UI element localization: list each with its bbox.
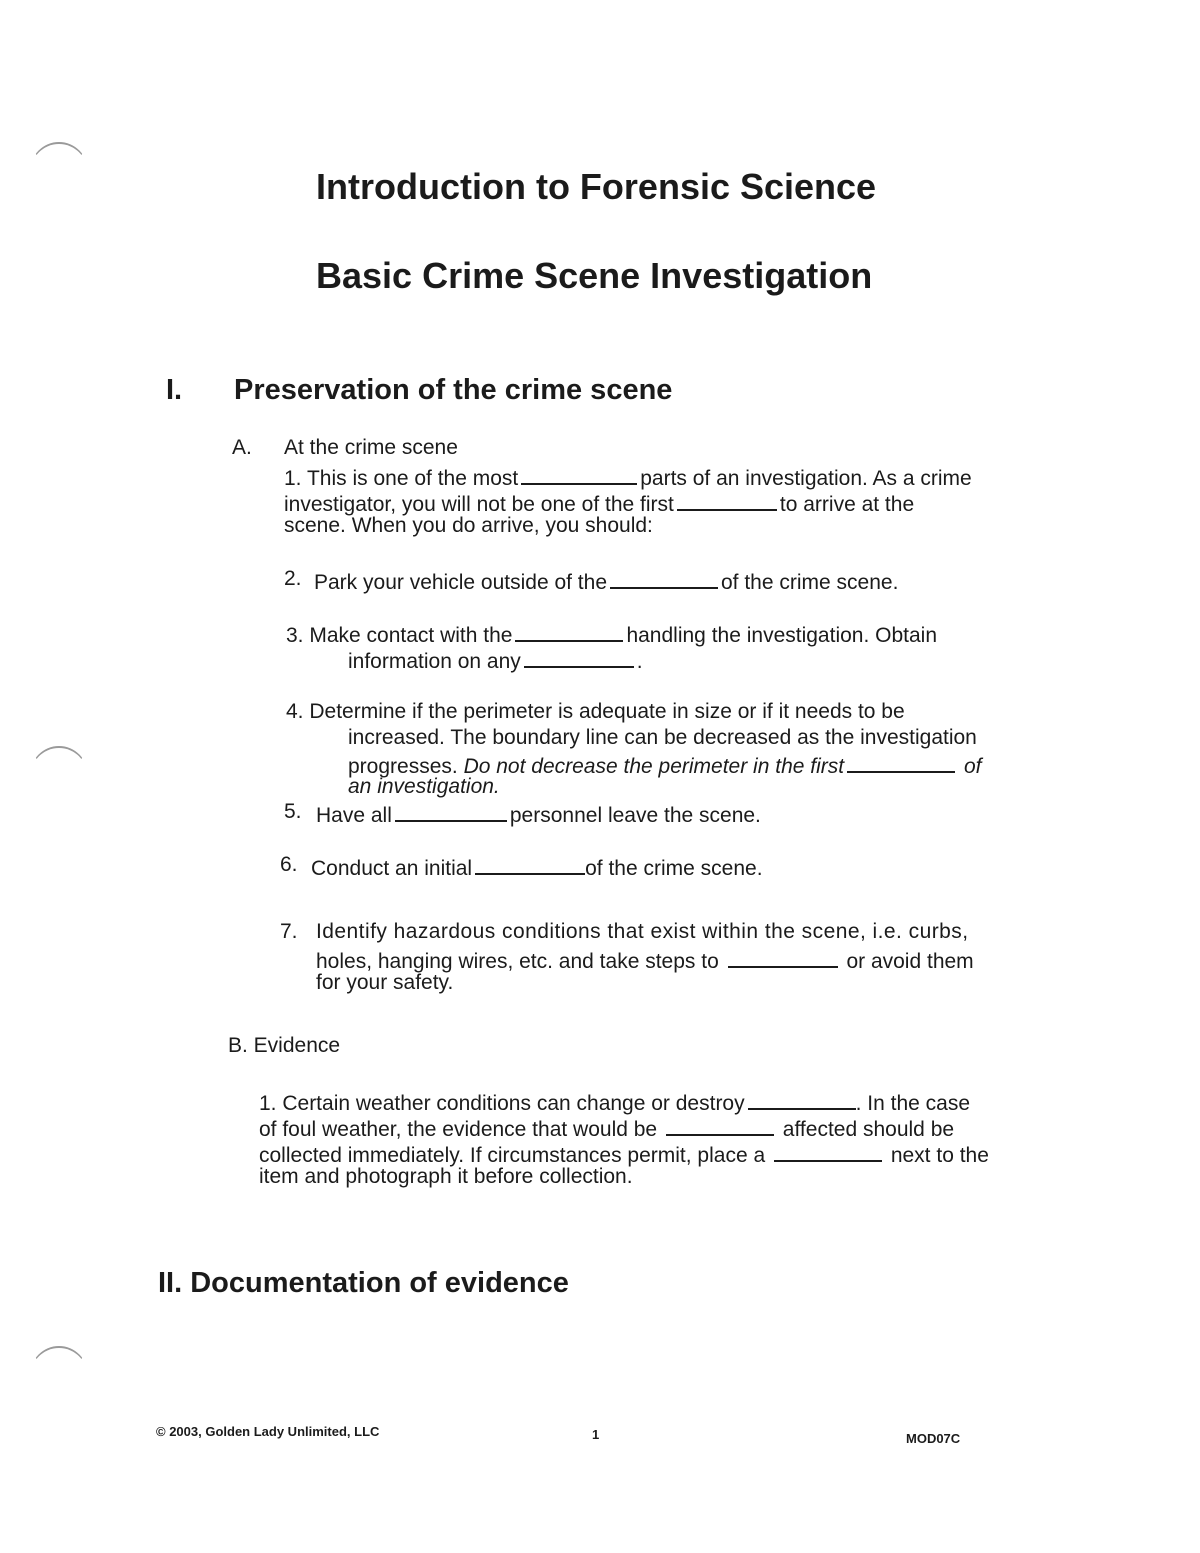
answer-blank[interactable] <box>847 750 955 773</box>
list-item-line: for your safety. <box>316 971 454 994</box>
answer-blank[interactable] <box>475 852 585 875</box>
text: . In the case <box>855 1092 971 1115</box>
text: Park your vehicle outside of the <box>314 571 607 594</box>
answer-blank[interactable] <box>610 566 718 589</box>
text: next to the <box>890 1144 989 1167</box>
answer-blank[interactable] <box>666 1113 774 1136</box>
document-subtitle: Basic Crime Scene Investigation <box>316 255 873 296</box>
list-item-number: 7. <box>280 920 298 943</box>
list-item-number: 2. <box>284 567 302 590</box>
section-heading: Preservation of the crime scene <box>234 374 673 406</box>
text: parts of an investigation. As a crime <box>640 467 972 490</box>
answer-blank[interactable] <box>728 945 838 968</box>
list-item-line <box>259 1113 954 1142</box>
text: progresses. <box>348 755 458 778</box>
text: 3. Make contact with the <box>286 624 513 647</box>
list-item-line <box>286 619 937 648</box>
list-item-line: an investigation. <box>348 775 500 798</box>
emphasis-text: Do not decrease the perimeter in the first <box>463 755 845 778</box>
list-item-line: scene. When you do arrive, you should: <box>284 514 653 537</box>
answer-blank[interactable] <box>677 488 777 511</box>
text: or avoid them <box>846 950 974 973</box>
answer-blank[interactable] <box>521 462 637 485</box>
list-item-number: 6. <box>280 853 298 876</box>
list-item-line <box>314 566 898 595</box>
text: affected should be <box>782 1118 955 1141</box>
text: holes, hanging wires, etc. and take steps to <box>316 950 719 973</box>
list-item-line <box>316 799 761 828</box>
subsection-letter: A. <box>232 436 252 459</box>
section-heading: II. Documentation of evidence <box>158 1267 569 1299</box>
document-title: Introduction to Forensic Science <box>316 166 877 207</box>
text: of the crime scene. <box>721 571 899 594</box>
answer-blank[interactable] <box>515 619 623 642</box>
text: handling the investigation. Obtain <box>626 624 938 647</box>
list-item-line: 4. Determine if the perimeter is adequate in size or if it needs to be <box>286 700 905 723</box>
text: investigator, you will not be one of the first <box>284 493 674 516</box>
text: personnel leave the scene. <box>509 804 761 827</box>
page-number: 1 <box>592 1427 600 1442</box>
text: 1. Certain weather conditions can change or destroy <box>259 1092 745 1115</box>
punch-hole-mark <box>30 1346 88 1405</box>
answer-blank[interactable] <box>774 1139 882 1162</box>
text: of the crime scene. <box>585 857 763 880</box>
list-item-line <box>348 645 643 674</box>
text: Have all <box>316 804 392 827</box>
list-item-line: item and photograph it before collection. <box>259 1165 633 1188</box>
subsection-label: B. Evidence <box>228 1034 341 1057</box>
section-numeral: I. <box>166 374 183 406</box>
text: to arrive at the <box>779 493 915 516</box>
text: . <box>636 650 643 673</box>
emphasis-text: of <box>963 755 982 778</box>
list-item-number: 5. <box>284 800 302 823</box>
list-item-line <box>259 1087 970 1116</box>
list-item-line <box>311 852 763 881</box>
copyright-notice: © 2003, Golden Lady Unlimited, LLC <box>156 1424 380 1439</box>
punch-hole-mark <box>30 746 88 805</box>
module-code: MOD07C <box>906 1431 961 1446</box>
text: Conduct an initial <box>311 857 473 880</box>
answer-blank[interactable] <box>748 1087 856 1110</box>
list-item-line: increased. The boundary line can be decreased as the investigation <box>348 726 977 749</box>
text: 1. This is one of the most <box>284 467 519 490</box>
list-item-line: Identify hazardous conditions that exist within the scene, i.e. curbs, <box>316 920 969 943</box>
answer-blank[interactable] <box>524 645 634 668</box>
answer-blank[interactable] <box>395 799 507 822</box>
text: of foul weather, the evidence that would be <box>259 1118 658 1141</box>
subsection-label: At the crime scene <box>284 436 458 459</box>
punch-hole-mark <box>30 142 88 201</box>
text: collected immediately. If circumstances permit, place a <box>259 1144 766 1167</box>
text: information on any <box>348 650 521 673</box>
list-item-line <box>284 462 972 491</box>
